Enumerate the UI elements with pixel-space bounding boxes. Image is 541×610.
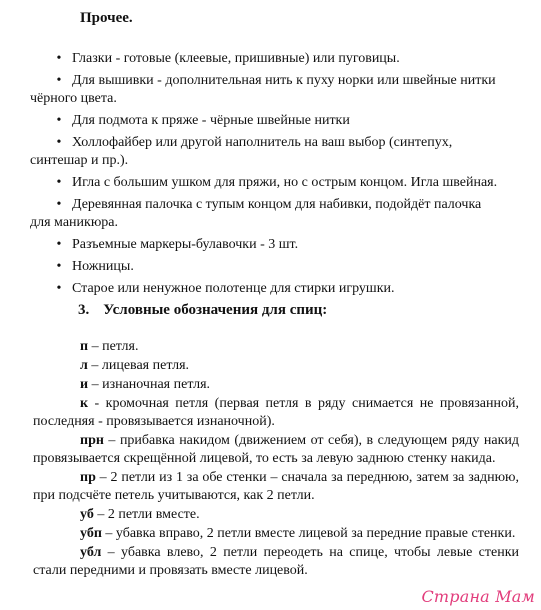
list-item: • Для подмота к пряже - чёрные швейные нитки <box>0 112 541 130</box>
term-item: убп – убавка вправо, 2 петли вместе лицевой за передние правые стенки. <box>80 526 516 541</box>
bullet-icon: • <box>56 51 62 66</box>
section-heading: Прочее. <box>80 10 133 26</box>
list-item: • Для вышивки - дополнительная нить к пуху норки или швейные нитки чёрного цвета. <box>30 73 496 106</box>
list-item: • Глазки - готовые (клеевые, пришивные) или пуговицы. <box>0 50 541 68</box>
bullet-icon: • <box>56 113 62 128</box>
term-item: убл – убавка влево, 2 петли переодеть на спице, чтобы левые стенки стали передними и провязать вместе лицевой. <box>33 545 519 578</box>
terms-list <box>0 338 541 581</box>
term-item: прн – прибавка накидом (движением от себя), в следующем ряду накид провязывается скрещённой лицевой, то есть за левую заднюю стенку накида. <box>33 433 519 466</box>
term-item: пр – 2 петли из 1 за обе стенки – сначала за переднюю, затем за заднюю, при подсчёте петель учитываются, как 2 петли. <box>33 470 519 503</box>
term-item: л – лицевая петля. <box>80 358 190 373</box>
bullet-icon: • <box>56 175 62 190</box>
list-item: • Разъемные маркеры-булавочки - 3 шт. <box>0 236 541 254</box>
materials-list <box>0 50 541 302</box>
bullet-icon: • <box>56 197 62 212</box>
section-title: 3. Условные обозначения для спиц: <box>78 302 328 318</box>
bullet-icon: • <box>56 259 62 274</box>
term-item: к - кромочная петля (первая петля в ряду снимается не провязанной, последняя - провязывается изнаночной). <box>33 396 519 429</box>
bullet-icon: • <box>56 135 62 150</box>
term-item: п – петля. <box>80 339 139 354</box>
bullet-icon: • <box>56 73 62 88</box>
term-item: и – изнаночная петля. <box>80 377 211 392</box>
bullet-icon: • <box>56 281 62 296</box>
list-item: • Деревянная палочка с тупым концом для набивки, подойдёт палочка для маникюра. <box>30 197 482 230</box>
list-item: • Холлофайбер или другой наполнитель на ваш выбор (синтепух, синтешар и пр.). <box>30 135 453 168</box>
list-item: • Ножницы. <box>0 258 541 276</box>
list-item: • Игла с большим ушком для пряжи, но с острым концом. Игла швейная. <box>0 174 541 192</box>
list-item: • Старое или ненужное полотенце для стирки игрушки. <box>0 280 541 298</box>
term-item: уб – 2 петли вместе. <box>80 507 200 522</box>
bullet-icon: • <box>56 237 62 252</box>
watermark-logo: Страна Мам <box>421 587 535 606</box>
